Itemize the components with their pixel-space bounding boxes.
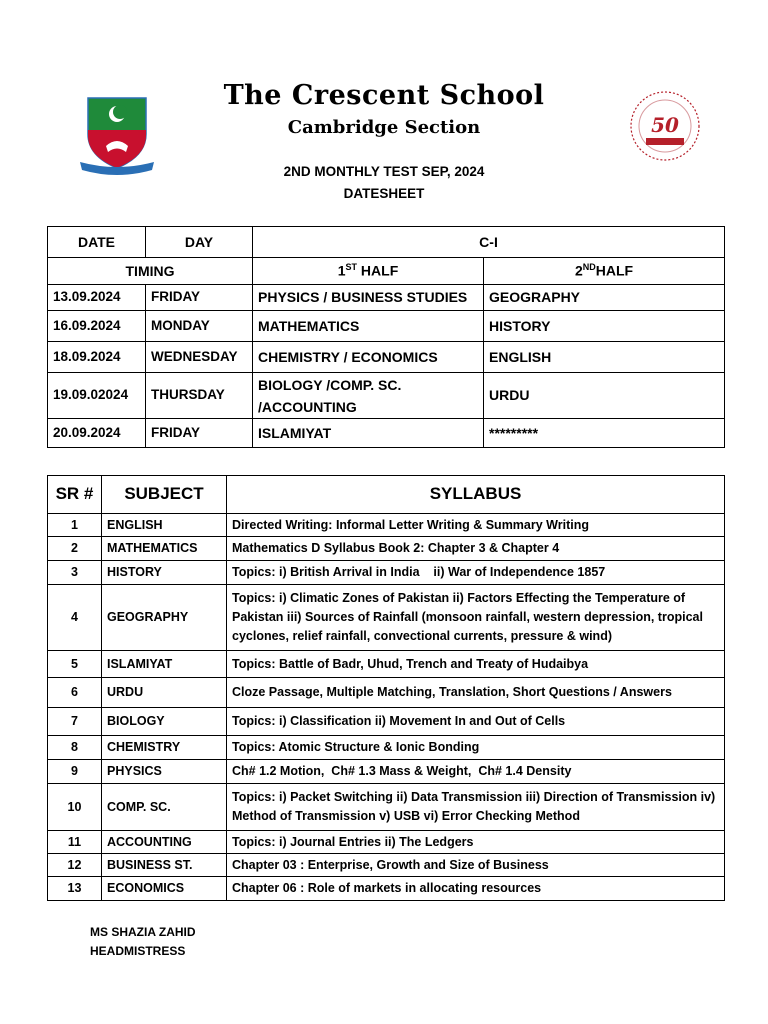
date-cell: 18.09.2024 xyxy=(48,342,146,373)
syllabus-cell: Mathematics D Syllabus Book 2: Chapter 3 & Chapter 4 xyxy=(227,537,725,561)
sr-cell: 9 xyxy=(48,760,102,784)
col-first-half-header: 1ST HALF xyxy=(253,258,484,285)
syllabus-header-row xyxy=(48,476,725,514)
date-cell: 20.09.2024 xyxy=(48,419,146,448)
subject-cell: URDU xyxy=(102,678,227,708)
syllabus-row xyxy=(48,760,725,784)
syllabus-cell: Topics: Atomic Structure & Ionic Bonding xyxy=(227,736,725,760)
col-sr-header: SR # xyxy=(48,476,102,514)
sr-cell: 8 xyxy=(48,736,102,760)
second-half-cell: URDU xyxy=(484,373,725,419)
subject-cell: BIOLOGY xyxy=(102,708,227,736)
first-half-cell: ISLAMIYAT xyxy=(253,419,484,448)
svg-text:50: 50 xyxy=(651,113,679,137)
datesheet-row xyxy=(48,373,725,419)
syllabus-row xyxy=(48,537,725,561)
subject-cell: ACCOUNTING xyxy=(102,831,227,854)
first-half-cell: CHEMISTRY / ECONOMICS xyxy=(253,342,484,373)
sr-cell: 13 xyxy=(48,877,102,901)
datesheet-row xyxy=(48,285,725,311)
school-name: The Crescent School xyxy=(223,80,545,111)
sr-cell: 6 xyxy=(48,678,102,708)
datesheet-row xyxy=(48,342,725,373)
datesheet-row xyxy=(48,311,725,342)
syllabus-row xyxy=(48,585,725,651)
datesheet-row xyxy=(48,419,725,448)
subject-cell: HISTORY xyxy=(102,561,227,585)
sr-cell: 4 xyxy=(48,585,102,651)
day-cell: FRIDAY xyxy=(146,285,253,311)
sr-cell: 7 xyxy=(48,708,102,736)
subject-cell: ENGLISH xyxy=(102,514,227,537)
syllabus-cell: Topics: Battle of Badr, Uhud, Trench and Treaty of Hudaibya xyxy=(227,651,725,678)
syllabus-row xyxy=(48,708,725,736)
sr-cell: 12 xyxy=(48,854,102,877)
col-day-header: DAY xyxy=(146,227,253,258)
day-cell: THURSDAY xyxy=(146,373,253,419)
col-class-header: C-I xyxy=(253,227,725,258)
col-second-half-header: 2NDHALF xyxy=(484,258,725,285)
day-cell: FRIDAY xyxy=(146,419,253,448)
datesheet-title: DATESHEET xyxy=(343,186,425,201)
sr-cell: 1 xyxy=(48,514,102,537)
syllabus-row xyxy=(48,831,725,854)
syllabus-cell: Topics: i) Classification ii) Movement In and Out of Cells xyxy=(227,708,725,736)
datesheet-table xyxy=(47,226,725,448)
sr-cell: 11 xyxy=(48,831,102,854)
second-half-cell: ENGLISH xyxy=(484,342,725,373)
syllabus-row xyxy=(48,784,725,831)
syllabus-row xyxy=(48,877,725,901)
second-half-cell: GEOGRAPHY xyxy=(484,285,725,311)
sr-cell: 10 xyxy=(48,784,102,831)
day-cell: WEDNESDAY xyxy=(146,342,253,373)
col-syllabus-header: SYLLABUS xyxy=(227,476,725,514)
signatory-name: MS SHAZIA ZAHID xyxy=(90,925,196,939)
subject-cell: PHYSICS xyxy=(102,760,227,784)
col-date-header: DATE xyxy=(48,227,146,258)
syllabus-cell: Topics: i) Packet Switching ii) Data Transmission iii) Direction of Transmission iv) Method of Transmission v) USB vi) Error Checking Method xyxy=(227,784,725,831)
second-half-cell: ********* xyxy=(484,419,725,448)
syllabus-row xyxy=(48,854,725,877)
syllabus-cell: Chapter 03 : Enterprise, Growth and Size of Business xyxy=(227,854,725,877)
datesheet-subheader-row xyxy=(48,258,725,285)
subject-cell: MATHEMATICS xyxy=(102,537,227,561)
first-half-cell: MATHEMATICS xyxy=(253,311,484,342)
syllabus-row xyxy=(48,514,725,537)
syllabus-table xyxy=(47,475,725,901)
subject-cell: COMP. SC. xyxy=(102,784,227,831)
first-half-cell: BIOLOGY /COMP. SC. /ACCOUNTING xyxy=(253,373,484,419)
col-subject-header: SUBJECT xyxy=(102,476,227,514)
subject-cell: BUSINESS ST. xyxy=(102,854,227,877)
sr-cell: 5 xyxy=(48,651,102,678)
syllabus-cell: Chapter 06 : Role of markets in allocating resources xyxy=(227,877,725,901)
syllabus-row xyxy=(48,651,725,678)
syllabus-cell: Topics: i) Climatic Zones of Pakistan ii) Factors Effecting the Temperature of Pakistan iii) Sources of Rainfall (monsoon rainfall, western depression, tropical cyclones, relief rainfall, convectional currents, pressure & wind) xyxy=(227,585,725,651)
section-name: Cambridge Section xyxy=(287,117,481,138)
sr-cell: 2 xyxy=(48,537,102,561)
subject-cell: ECONOMICS xyxy=(102,877,227,901)
signatory-title: HEADMISTRESS xyxy=(90,944,186,958)
syllabus-cell: Directed Writing: Informal Letter Writing & Summary Writing xyxy=(227,514,725,537)
date-cell: 19.09.02024 xyxy=(48,373,146,419)
first-half-cell: PHYSICS / BUSINESS STUDIES xyxy=(253,285,484,311)
test-title: 2ND MONTHLY TEST SEP, 2024 xyxy=(283,164,485,179)
subject-cell: GEOGRAPHY xyxy=(102,585,227,651)
date-cell: 13.09.2024 xyxy=(48,285,146,311)
sr-cell: 3 xyxy=(48,561,102,585)
syllabus-cell: Topics: i) British Arrival in India ii) War of Independence 1857 xyxy=(227,561,725,585)
date-cell: 16.09.2024 xyxy=(48,311,146,342)
syllabus-cell: Ch# 1.2 Motion, Ch# 1.3 Mass & Weight, Ch# 1.4 Density xyxy=(227,760,725,784)
syllabus-cell: Cloze Passage, Multiple Matching, Translation, Short Questions / Answers xyxy=(227,678,725,708)
syllabus-row xyxy=(48,561,725,585)
subject-cell: CHEMISTRY xyxy=(102,736,227,760)
datesheet-header-row xyxy=(48,227,725,258)
syllabus-cell: Topics: i) Journal Entries ii) The Ledgers xyxy=(227,831,725,854)
syllabus-row xyxy=(48,678,725,708)
syllabus-row xyxy=(48,736,725,760)
day-cell: MONDAY xyxy=(146,311,253,342)
subject-cell: ISLAMIYAT xyxy=(102,651,227,678)
second-half-cell: HISTORY xyxy=(484,311,725,342)
col-timing-header: TIMING xyxy=(48,258,253,285)
